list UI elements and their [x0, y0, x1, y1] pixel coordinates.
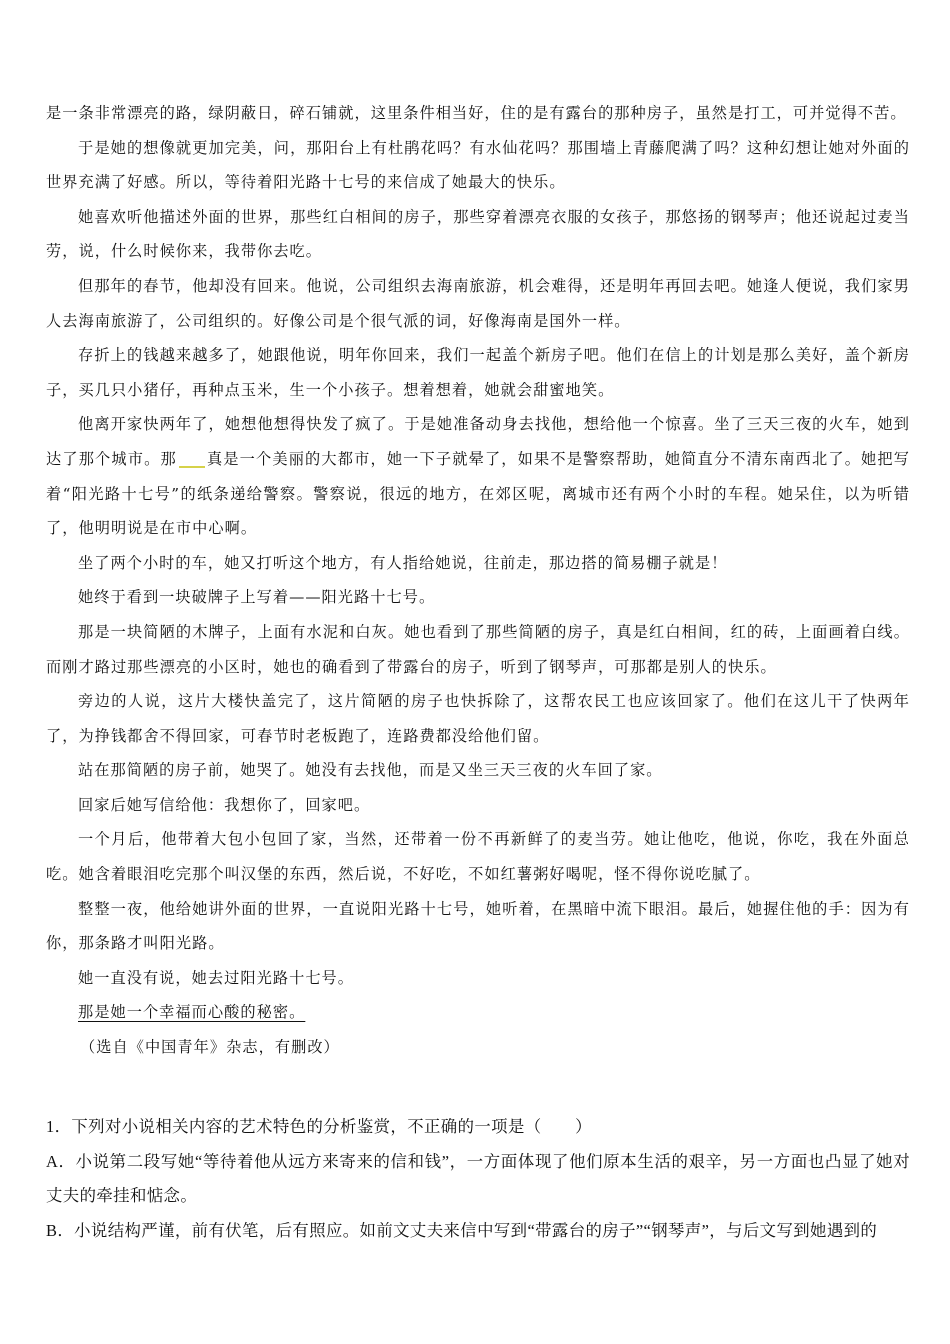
paragraph: 旁边的人说，这片大楼快盖完了，这片简陋的房子也快拆除了，这帮农民工也应该回家了。他们在这儿干了快两年了，为挣钱都舍不得回家，可春节时老板跑了，连路费都没给他们留。: [46, 692, 910, 745]
paragraph: 但那年的春节，他却没有回来。他说，公司组织去海南旅游，机会难得，还是明年再回去吧。她逢人便说，我们家男人去海南旅游了，公司组织的。好像公司是个很气派的词，好像海南是国外一样。: [46, 276, 910, 330]
source-note: （选自《中国青年》杂志，有删改）: [80, 1038, 340, 1057]
question-section: [46, 1110, 910, 1248]
option-b: B．小说结构严谨，前有伏笔，后有照应。如前文丈夫来信中写到“带露台的房子”“钢琴声”，与后文写到她遇到的: [46, 1220, 878, 1240]
paragraph-part: 真是一个美丽的大都市，她一下子就晕了，如果不是警察帮助，她简直分不清东南西北了。她把写着“阳光路十七号”的纸条递给警察。警察说，很远的地方，在郊区呢，离城市还有两个小时的车程。她呆住，以为听错了，他明明说是在市中心啊。: [46, 449, 910, 538]
paragraph: 坐了两个小时的车，她又打听这个地方，有人指给她说，往前走，那边搭的简易棚子就是！: [78, 553, 728, 572]
paragraph: 那是一块简陋的木牌子，上面有水泥和白灰。她也看到了那些简陋的房子，真是红白相间，红的砖，上面画着白线。而刚才路过那些漂亮的小区时，她也的确看到了带露台的房子，听到了钢琴声，可那都是别人的快乐。: [46, 622, 910, 676]
paragraph: 存折上的钱越来越多了，她跟他说，明年你回来，我们一起盖个新房子吧。他们在信上的计划是那么美好，盖个新房子，买几只小猪仔，再种点玉米，生一个小孩子。想着想着，她就会甜蜜地笑。: [46, 346, 910, 399]
paragraph: 是一条非常漂亮的路，绿阴蔽日，碎石铺就，这里条件相当好，住的是有露台的那种房子，虽然是打工，可并觉得不苦。: [46, 104, 907, 122]
paragraph: 她一直没有说，她去过阳光路十七号。: [78, 968, 355, 987]
option-a: A．小说第二段写她“等待着他从远方来寄来的信和钱”，一方面体现了他们原本生活的艰辛，另一方面也凸显了她对丈夫的牵挂和惦念。: [46, 1151, 910, 1206]
underlined-sentence: 那是她一个幸福而心酸的秘密。: [78, 1003, 306, 1022]
paragraph: [46, 407, 910, 545]
story-text: [46, 96, 910, 1065]
paragraph-underlined: [46, 995, 910, 1030]
paragraph: 于是她的想像就更加完美，问，那阳台上有杜鹃花吗？有水仙花吗？那围墙上青藤爬满了吗？这种幻想让她对外面的世界充满了好感。所以，等待着阳光路十七号的来信成了她最大的快乐。: [46, 138, 910, 192]
paragraph: 站在那简陋的房子前，她哭了。她没有去找他，而是又坐三天三夜的火车回了家。: [78, 761, 663, 780]
paragraph-part: 他离开家快两年了，她想他想得快发了疯了。于是她准备动身去找他，想给他一个惊喜。坐了三天三夜的火车，她到达了那个城市。那: [46, 415, 910, 468]
paragraph: 回家后她写信给他：我想你了，回家吧。: [78, 795, 371, 814]
highlight-mark: [179, 460, 205, 468]
paragraph: 一个月后，他带着大包小包回了家，当然，还带着一份不再新鲜了的麦当劳。她让他吃，他说，你吃，我在外面总吃。她含着眼泪吃完那个叫汉堡的东西，然后说，不好吃，不如红薯粥好喝呢，怪不得你说吃腻了。: [46, 830, 910, 884]
paragraph: 整整一夜，他给她讲外面的世界，一直说阳光路十七号，她听着，在黑暗中流下眼泪。最后，她握住他的手：因为有你，那条路才叫阳光路。: [46, 899, 910, 953]
paragraph: 她终于看到一块破牌子上写着——阳光路十七号。: [78, 588, 436, 607]
question-stem: 1．下列对小说相关内容的艺术特色的分析鉴赏，不正确的一项是（ ）: [46, 1117, 592, 1136]
paragraph: 她喜欢听他描述外面的世界，那些红白相间的房子，那些穿着漂亮衣服的女孩子，那悠扬的钢琴声；他还说起过麦当劳，说，什么时候你来，我带你去吃。: [46, 207, 910, 261]
